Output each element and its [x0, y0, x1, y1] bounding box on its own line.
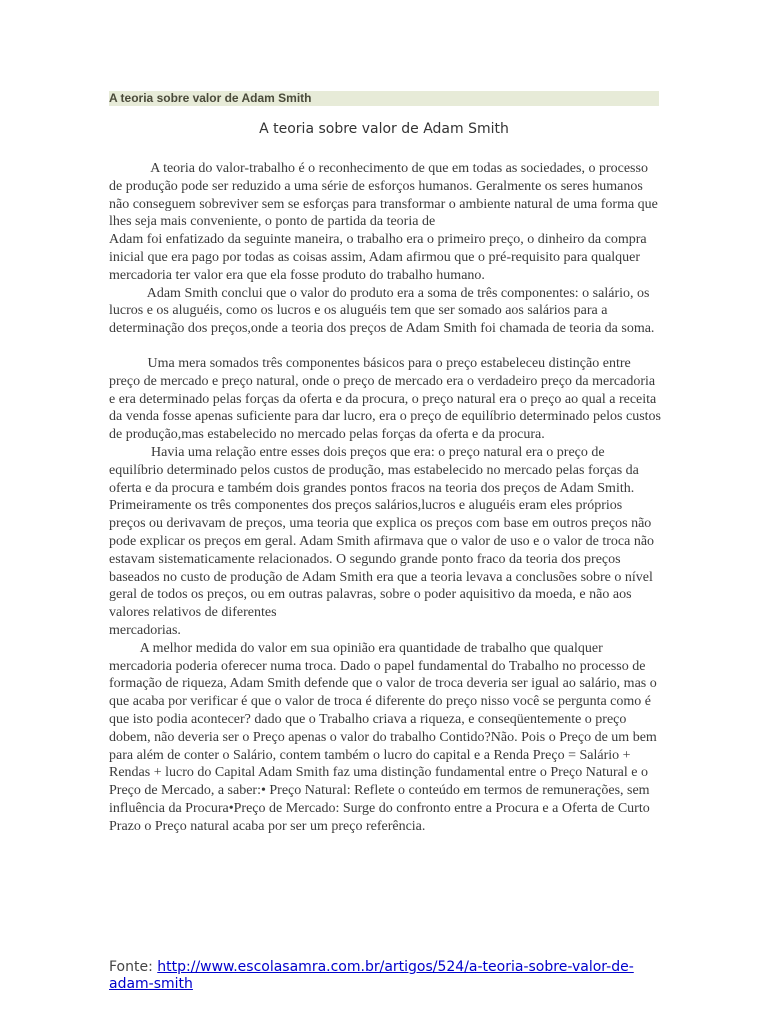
- paragraph: A melhor medida do valor em sua opinião era quantidade de trabalho que qualquer mercadoria poderia oferecer numa troca. Dado o papel fundamental do Trabalho no processo de formação de riqueza, Adam Smith defende que o valor de troca deveria ser igual ao salário, mas o que acaba por verificar é que o valor de troca é diferente do preço nisso você se pergunta como é que isto podia acontecer? dado que o Trabalho criava a riqueza, e conseqüentemente o preço dobem, não deveria ser o Preço apenas o valor do trabalho Contido?Não. Pois o Preço de um bem para além de conter o Salário, contem também o lucro do capital e a Renda Preço = Salário + Rendas + lucro do Capital Adam Smith faz uma distinção fundamental entre o Preço Natural e o Preço de Mercado, a saber:• Preço Natural: Reflete o conteúdo em termos de remunerações, sem influência da Procura•Preço de Mercado: Surge do confronto entre a Procura e a Oferta de Curto Prazo o Preço natural acaba por ser um preço referência.: [109, 640, 657, 834]
- source-link[interactable]: http://www.escolasamra.com.br/artigos/524/a-teoria-sobre-valor-de-adam-smith: [109, 959, 634, 992]
- header-bar-label: A teoria sobre valor de Adam Smith: [109, 91, 312, 105]
- paragraph: A teoria do valor-trabalho é o reconhecimento de que em todas as sociedades, o processo de produção pode ser reduzido a uma série de esforços humanos. Geralmente os seres humanos não conseguem sobreviver sem se esforças para transformar o ambiente natural de uma forma que lhes seja mais conveniente, o ponto de partida da teoria de: [109, 161, 658, 230]
- paragraph: mercadorias.: [109, 622, 181, 638]
- source-label: Fonte:: [109, 959, 153, 975]
- paragraph: Adam foi enfatizado da seguinte maneira, o trabalho era o primeiro preço, o dinheiro da compra inicial que era pago por todas as coisas assim, Adam afirmou que o pré-requisito para qualquer mercadoria ter valor era que ela fosse produto do trabalho humano.: [109, 232, 647, 283]
- document-header-bar: [109, 91, 659, 106]
- page-title: A teoria sobre valor de Adam Smith: [259, 121, 509, 137]
- paragraph: Adam Smith conclui que o valor do produto era a soma de três componentes: o salário, os lucros e os aluguéis, como os lucros e os aluguéis tem que ser somado aos salários para a determinação dos preços,onde a teoria dos preços de Adam Smith foi chamada de teoria da soma.: [109, 285, 655, 337]
- paragraph: Havia uma relação entre esses dois preços que era: o preço natural era o preço de equilíbrio determinado pelos custos de produção, mas estabelecido no mercado pelas forças da oferta e da procura e também dois grandes pontos fracos na teoria dos preços de Adam Smith. Primeiramente os três componentes dos preços salários,lucros e aluguéis eram eles próprios preços ou derivavam de preços, uma teoria que explica os preços com base em outros preços não pode explicar os preços em geral. Adam Smith afirmava que o valor de uso e o valor de troca não estavam sistematicamente relacionados. O segundo grande ponto fraco da teoria dos preços baseados no custo de produção de Adam Smith era que a teoria levava a conclusões sobre o nível geral de todos os preços, ou em outras palavras, sobre o poder aquisitivo da moeda, e não aos valores relativos de diferentes: [109, 444, 655, 621]
- paragraph: Uma mera somados três componentes básicos para o preço estabeleceu distinção entre preço de mercado e preço natural, onde o preço de mercado era o verdadeiro preço da mercadoria e era determinado pelas forças da oferta e da procura, o preço natural era o preço ao qual a receita da venda fosse apenas suficiente para dar lucro, era o preço de equilíbrio determinado pelos custos de produção,mas estabelecido no mercado pelas forças da oferta e da procura.: [109, 355, 662, 443]
- source-citation: [109, 959, 659, 993]
- document-body: [109, 160, 661, 835]
